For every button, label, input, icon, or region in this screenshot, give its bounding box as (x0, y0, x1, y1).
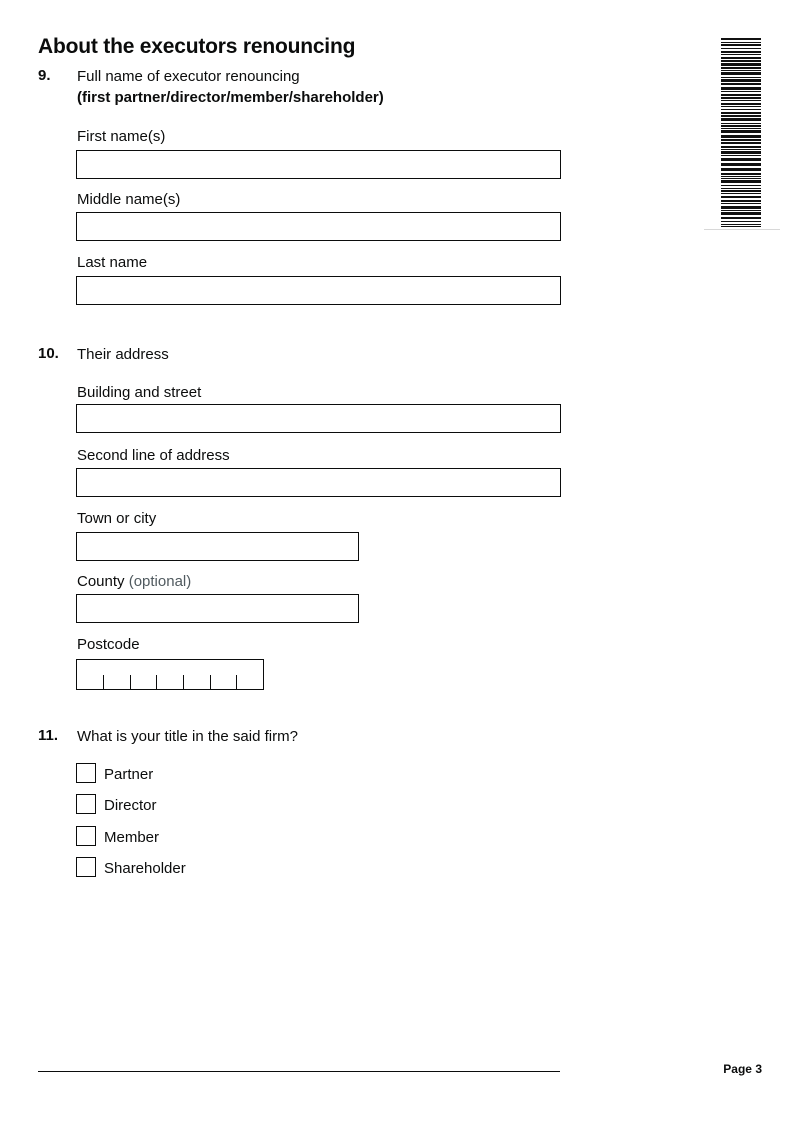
barcode-bar (721, 51, 761, 53)
barcode-bar (721, 142, 761, 144)
county-input[interactable] (76, 594, 359, 623)
question-10-text: Their address (77, 346, 169, 363)
barcode-bar (721, 63, 761, 66)
question-9-prompt: Full name of executor renouncing (77, 68, 300, 85)
barcode-bar (721, 206, 761, 209)
postcode-divider (236, 675, 237, 689)
footer-rule (38, 1071, 560, 1072)
barcode-bar (721, 176, 761, 177)
barcode-bar (721, 128, 761, 129)
barcode-bar (721, 87, 761, 90)
barcode-bar (721, 44, 761, 46)
barcode-bar (721, 67, 761, 69)
barcode-bar (721, 185, 761, 186)
barcode-bar (721, 196, 761, 198)
barcode-bar (721, 173, 761, 175)
barcode-bar (721, 83, 761, 85)
barcode-bar (721, 212, 761, 215)
member-checkbox[interactable] (76, 826, 96, 846)
barcode-bar (721, 54, 761, 55)
town-city-label: Town or city (77, 510, 157, 527)
last-name-input[interactable] (76, 276, 561, 305)
shareholder-checkbox-label: Shareholder (104, 860, 186, 877)
postcode-label: Postcode (77, 636, 140, 653)
director-checkbox-label: Director (104, 797, 157, 814)
barcode-bar (721, 48, 761, 49)
barcode-bar (721, 180, 761, 183)
barcode-bar (721, 135, 761, 138)
barcode-bar (721, 163, 761, 166)
barcode-bar (721, 125, 761, 127)
barcode-bar (721, 109, 761, 110)
barcode-bar (721, 210, 761, 211)
barcode-top-marks (704, 17, 780, 18)
barcode-bar (721, 151, 761, 154)
building-street-input[interactable] (76, 404, 561, 433)
barcode-bar (721, 139, 761, 141)
barcode-bar (721, 123, 761, 124)
barcode-bar (721, 149, 761, 150)
middle-name-label: Middle name(s) (77, 191, 181, 208)
barcode-bar (721, 79, 761, 82)
postcode-divider (156, 675, 157, 689)
barcode-bar (721, 100, 761, 101)
barcode-bar (721, 112, 761, 114)
barcode-bar (721, 130, 761, 133)
question-11-number: 11. (38, 727, 59, 744)
barcode-bar (721, 158, 761, 161)
first-name-label: First name(s) (77, 128, 166, 145)
barcode-image (721, 38, 761, 228)
barcode-bar (721, 72, 761, 75)
barcode-bar (721, 190, 761, 192)
page-number: Page 3 (723, 1062, 762, 1076)
barcode-bar (721, 91, 761, 92)
barcode-bar (721, 193, 761, 194)
barcode-bar (721, 42, 761, 43)
member-checkbox-label: Member (104, 829, 160, 846)
barcode-bar (721, 118, 761, 121)
section-title: About the executors renouncing (38, 35, 356, 58)
barcode-bar (721, 97, 761, 99)
barcode-bar (721, 178, 761, 179)
barcode-bar (721, 106, 761, 107)
barcode-bar (721, 203, 761, 204)
barcode-bar (721, 38, 761, 40)
county-label-text: County (77, 573, 125, 590)
barcode-divider (704, 229, 780, 230)
barcode-bar (721, 70, 761, 71)
town-city-input[interactable] (76, 532, 359, 561)
barcode-bar (721, 77, 761, 78)
barcode-bar (721, 94, 761, 96)
county-optional-note: (optional) (128, 573, 192, 590)
question-9-subtext: (first partner/director/member/shareholder) (77, 89, 384, 106)
barcode-bar (721, 200, 761, 202)
barcode-bar (721, 217, 761, 219)
postcode-divider (210, 675, 211, 689)
address-line-2-input[interactable] (76, 468, 561, 497)
postcode-divider (103, 675, 104, 689)
county-label (77, 573, 191, 590)
barcode-bar (721, 155, 761, 156)
building-street-label: Building and street (77, 384, 202, 401)
postcode-input[interactable] (76, 659, 264, 690)
postcode-divider (130, 675, 131, 689)
middle-name-input[interactable] (76, 212, 561, 241)
barcode-bar (721, 146, 761, 148)
shareholder-checkbox[interactable] (76, 857, 96, 877)
question-11-text: What is your title in the said firm? (77, 728, 298, 745)
question-9-number: 9. (38, 67, 51, 84)
question-9-text (77, 66, 384, 108)
director-checkbox[interactable] (76, 794, 96, 814)
barcode-bar (721, 103, 761, 105)
barcode-bar (721, 226, 761, 227)
barcode-bar (721, 57, 761, 59)
barcode-bar (721, 115, 761, 117)
barcode-bar (721, 60, 761, 62)
barcode-bar (721, 168, 761, 171)
partner-checkbox-label: Partner (104, 766, 154, 783)
address-line-2-label: Second line of address (77, 447, 230, 464)
last-name-label: Last name (77, 254, 148, 271)
barcode-bar (721, 224, 761, 225)
postcode-divider (183, 675, 184, 689)
partner-checkbox[interactable] (76, 763, 96, 783)
first-name-input[interactable] (76, 150, 561, 179)
barcode-bar (721, 221, 761, 222)
question-10-number: 10. (38, 345, 59, 362)
barcode-bar (721, 188, 761, 189)
